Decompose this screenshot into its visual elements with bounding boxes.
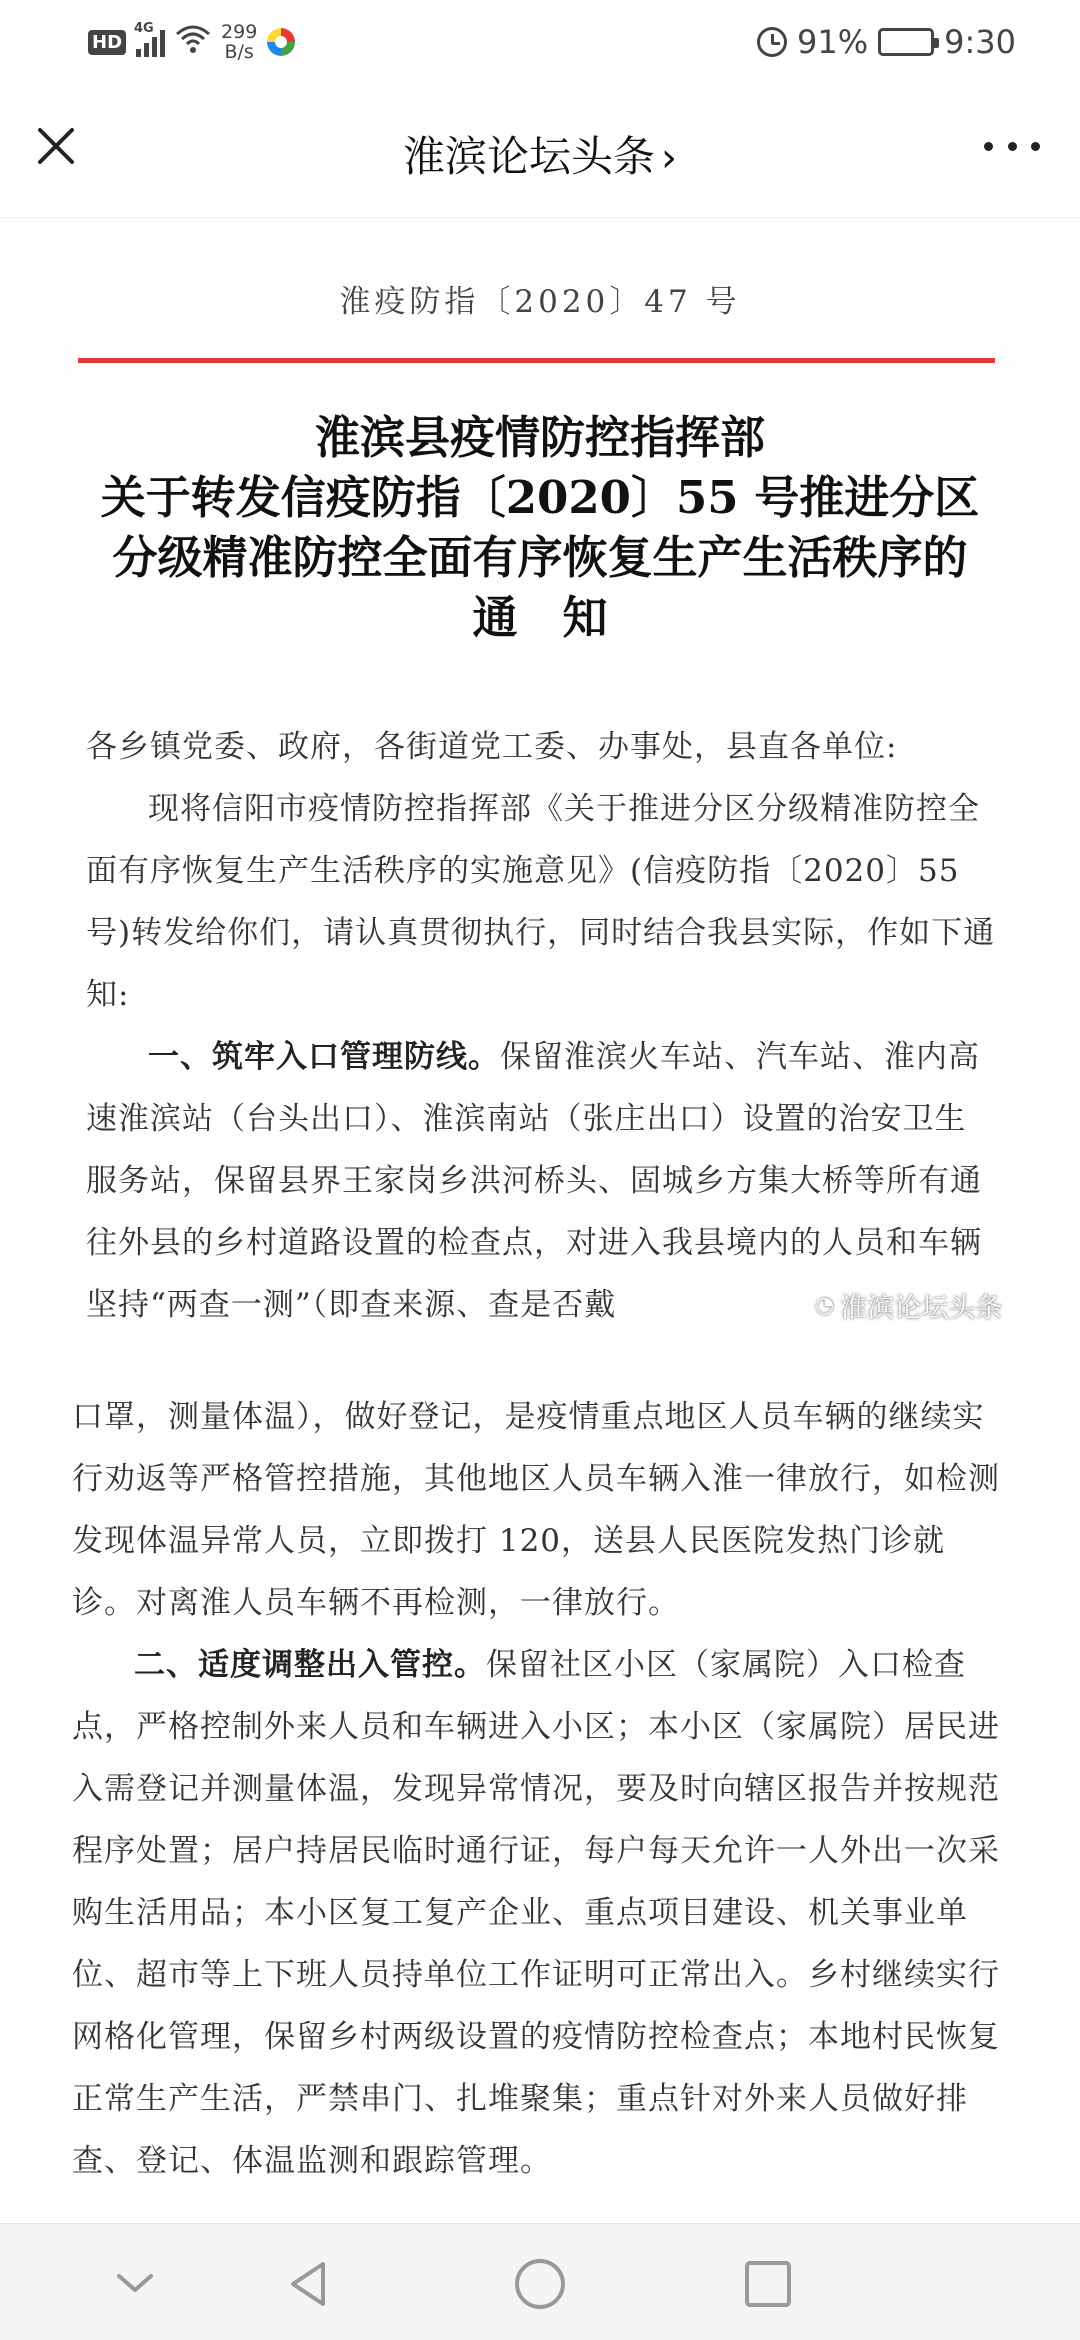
clock: 9:30 (944, 23, 1016, 61)
text-block-lower (72, 1386, 1007, 2192)
headline-line: 通 知 (472, 591, 608, 644)
more-button[interactable] (980, 118, 1044, 174)
intro-paragraph: 现将信阳市疫情防控指挥部《关于推进分区分级精准防控全面有序恢复生产生活秩序的实施意见》(信疫防指〔2020〕55号)转发给你们，请认真贯彻执行，同时结合我县实际，作如下通知: (86, 791, 996, 1013)
home-button[interactable] (508, 2252, 572, 2316)
chevron-right-icon: › (661, 135, 677, 181)
section-2-heading: 二、适度调整出入管控。 (134, 1647, 486, 1683)
watermark-text: 淮滨论坛头条 (840, 1293, 1003, 1324)
home-circle-icon (512, 2256, 568, 2312)
title-bar (0, 84, 1080, 218)
section-1-heading: 一、筑牢入口管理防线。 (148, 1039, 500, 1075)
recents-button[interactable] (736, 2252, 800, 2316)
app-notification-icon (267, 28, 295, 56)
chevron-down-icon (111, 2260, 159, 2308)
page-title[interactable] (0, 124, 1080, 184)
more-dot (1031, 142, 1040, 151)
hide-keyboard-button[interactable] (103, 2252, 167, 2316)
signal-icon (134, 21, 165, 57)
back-button[interactable] (277, 2252, 341, 2316)
system-nav-bar (0, 2223, 1080, 2340)
back-triangle-icon (281, 2256, 337, 2312)
network-type: 4G (134, 21, 154, 36)
article-content[interactable] (0, 218, 1080, 2223)
wifi-icon (175, 24, 211, 60)
red-divider (78, 358, 995, 363)
section-2-paragraph (72, 1634, 1007, 2192)
battery-percent: 91% (797, 23, 869, 61)
headline-line: 淮滨县疫情防控指挥部 (314, 411, 765, 464)
alarm-icon (757, 27, 787, 57)
headline-line: 关于转发信疫防指〔2020〕55 号推进分区 (100, 471, 980, 524)
document-number: 淮疫防指〔2020〕47 号 (339, 284, 741, 320)
headline (60, 408, 1020, 648)
hd-badge: HD (88, 30, 126, 55)
battery-icon (878, 28, 934, 56)
more-dot (984, 142, 993, 151)
section-1-continued: 口罩，测量体温），做好登记，是疫情重点地区人员车辆的继续实行劝返等严格管控措施，其他地区人员车辆入淮一律放行，如检测发现体温异常人员，立即拨打 120，送县人民医院发热门诊就诊。对离淮人员车辆不再检测，一律放行。 (72, 1399, 1000, 1621)
section-2-text: 保留社区小区（家属院）入口检查点，严格控制外来人员和车辆进入小区；本小区（家属院）居民进入需登记并测量体温，发现异常情况，要及时向辖区报告并按规范程序处置；居户持居民临时通行证，每户每天允许一人外出一次采购生活用品；本小区复工复产企业、重点项目建设、机关事业单位、超市等上下班人员持单位工作证明可正常出入。乡村继续实行网格化管理，保留乡村两级设置的疫情防控检查点；本地村民恢复正常生产生活，严禁串门、扎堆聚集；重点针对外来人员做好排查、登记、体温监测和跟踪管理。 (72, 1647, 1000, 2179)
page-title-text: 淮滨论坛头条 (402, 132, 655, 181)
recents-square-icon (742, 2258, 794, 2310)
net-speed-value: 299 (221, 21, 258, 43)
more-dot (1008, 142, 1017, 151)
net-speed-unit: B/s (224, 41, 254, 63)
wechat-icon: ◔ (815, 1293, 835, 1318)
section-1-text: 保留淮滨火车站、汽车站、淮内高速淮滨站（台头出口）、淮滨南站（张庄出口）设置的治安卫生服务站，保留县界王家岗乡洪河桥头、固城乡方集大桥等所有通往外县的乡村道路设置的检查点，对进入我县境内的人员和车辆坚持“两查一测”（即查来源、查是否戴 (86, 1039, 982, 1323)
text-block-upper (86, 716, 996, 1336)
headline-line: 分级精准防控全面有序恢复生产生活秩序的 (112, 531, 968, 584)
status-left (88, 18, 295, 66)
watermark (815, 1286, 1002, 1325)
status-right (757, 18, 1016, 66)
net-speed (221, 22, 257, 62)
salutation: 各乡镇党委、政府，各街道党工委、办事处，县直各单位: (86, 729, 898, 765)
status-bar (0, 0, 1080, 84)
